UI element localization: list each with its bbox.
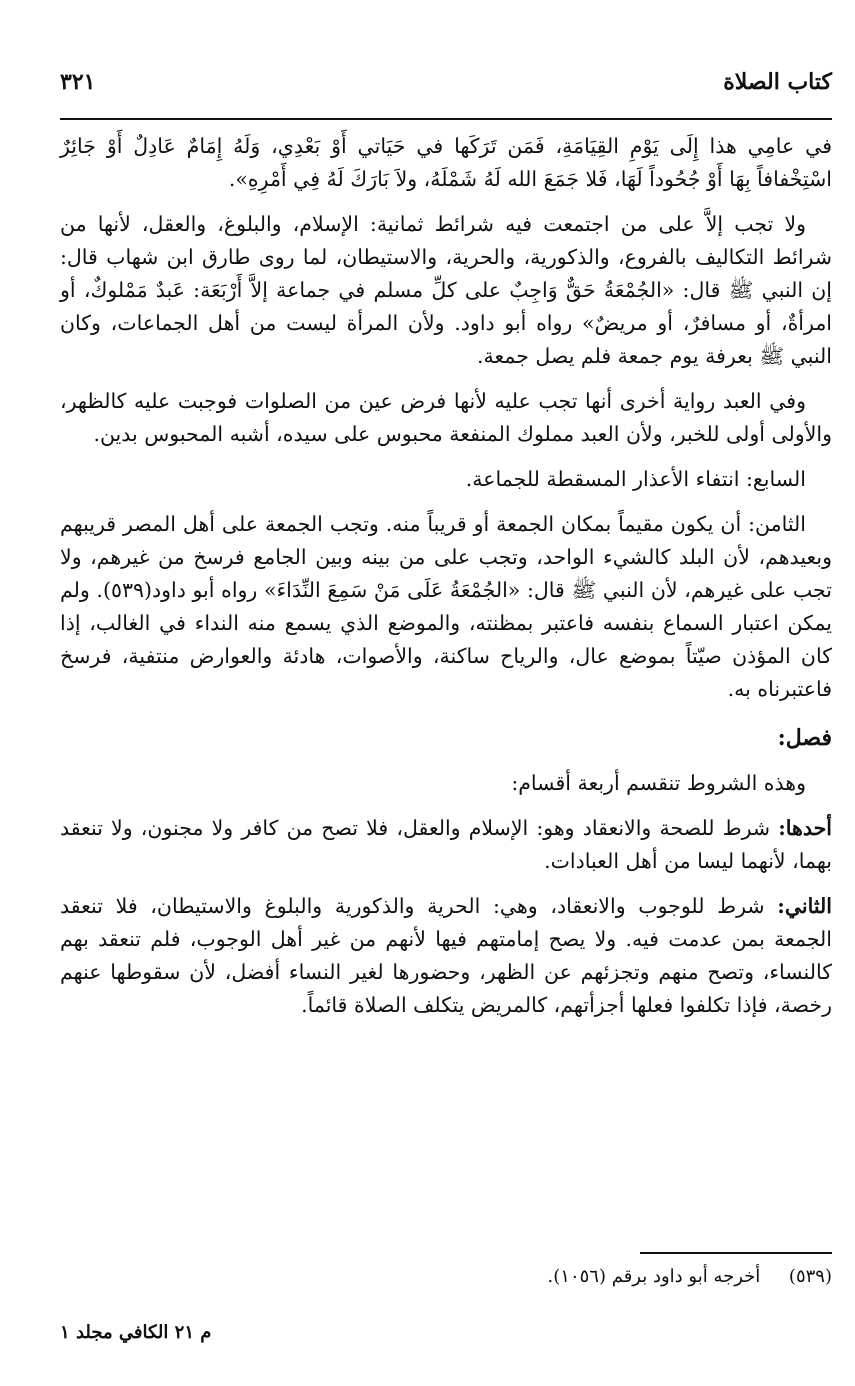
paragraph: السابع: انتفاء الأعذار المسقطة للجماعة. (465, 467, 806, 491)
footnote-number: (٥٣٩) (788, 1266, 832, 1287)
paragraph: في عامِي هذا إِلَى يَوْمِ القِيَامَةِ، فَمَن تَرَكَها في حَيَاتي أَوْ بَعْدِي، وَلَهُ إِمَامٌ عَادِلٌ أَوْ جَائِرٌ اسْتِخْفافاً بِهَا أَوْ جُحُوداً لَهَا، فَلا جَمَعَ الله لَهُ شَمْلَهُ، ولاَ بَارَكَ لَهُ فِي أَمْرِهِ». (60, 134, 832, 191)
signature-line: م ٢١ الكافي مجلد ١ (60, 1322, 212, 1343)
list-item (60, 812, 832, 878)
footnote (60, 1264, 832, 1290)
paragraph: وفي العبد رواية أخرى أنها تجب عليه لأنها فرض عين من الصلوات فوجبت عليه كالظهر، والأولى أولى للخبر، ولأن العبد مملوك المنفعة محبوس على سيده، أشبه المحبوس بدين. (60, 389, 832, 446)
item-text: شرط للوجوب والانعقاد، وهي: الحرية والذكورية والبلوغ والاستيطان، فلا تنعقد الجمعة بمن عدمت فيه. ولا يصح إمامتهم فيها لأنهم من غير أهل الوجوب، فلم تنعقد بهم كالنساء، وتصح منهم وتجزئهم عن الظهر، وحضورها لغير النساء أفضل، لأن سقوطها عنهم رخصة، فإذا تكلفوا فعلها أجزأتهم، كالمريض يتكلف الصلاة قائماً. (60, 894, 832, 1017)
item-text: شرط للصحة والانعقاد وهو: الإسلام والعقل، فلا تصح من كافر ولا مجنون، ولا تنعقد بهما، لأنهما ليسا من أهل العبادات. (60, 816, 832, 873)
page-number: ٣٢١ (60, 69, 96, 95)
item-lead: أحدها: (778, 816, 832, 840)
paragraph: الثامن: أن يكون مقيماً بمكان الجمعة أو قريباً منه. وتجب الجمعة على أهل المصر قريبهم وبعيدهم، لأن البلد كالشيء الواحد، وتجب على من بينه وبين الجامع فرسخ من غيرهم، ولا تجب على غيرهم، لأن النبي ﷺ قال: «الجُمْعَةُ عَلَى مَنْ سَمِعَ النِّدَاءَ» رواه أبو داود(٥٣٩). ولم يمكن اعتبار السماع بنفسه فاعتبر بمظنته، والموضع الذي يسمع منه النداء في الغالب، إذا كان المؤذن صيّتاً بموضع عال، والرياح ساكنة، والأصوات، هادئة والعوارض منتفية، فرسخ فاعتبرناه به. (60, 512, 832, 701)
item-lead: الثاني: (777, 894, 832, 918)
header-divider (60, 118, 832, 120)
footnote-divider (640, 1252, 832, 1254)
section-heading: فصل: (777, 725, 832, 751)
paragraph: ولا تجب إلاَّ على من اجتمعت فيه شرائط ثمانية: الإسلام، والبلوغ، والعقل، لأنها من شرائط التكاليف بالفروع، والذكورية، والحرية، والاستيطان، لما روى طارق ابن شهاب قال: إن النبي ﷺ قال: «الجُمْعَةُ حَقٌّ وَاجِبٌ على كلِّ مسلم في جماعة إلاَّ أَرْبَعَة: عَبدٌ مَمْلوكٌ، أو امرأةٌ، أو مسافرٌ، أو مريضٌ» رواه أبو داود. ولأن المرأة ليست من أهل الجماعات، وكان النبي ﷺ بعرفة يوم جمعة فلم يصل جمعة. (60, 212, 832, 368)
list-item (60, 890, 832, 1022)
section-intro: وهذه الشروط تنقسم أربعة أقسام: (511, 771, 806, 795)
footnote-text: أخرجه أبو داود برقم (١٠٥٦). (547, 1266, 761, 1287)
chapter-title: كتاب الصلاة (723, 69, 832, 95)
main-text (60, 130, 832, 1034)
page-header (60, 62, 832, 102)
